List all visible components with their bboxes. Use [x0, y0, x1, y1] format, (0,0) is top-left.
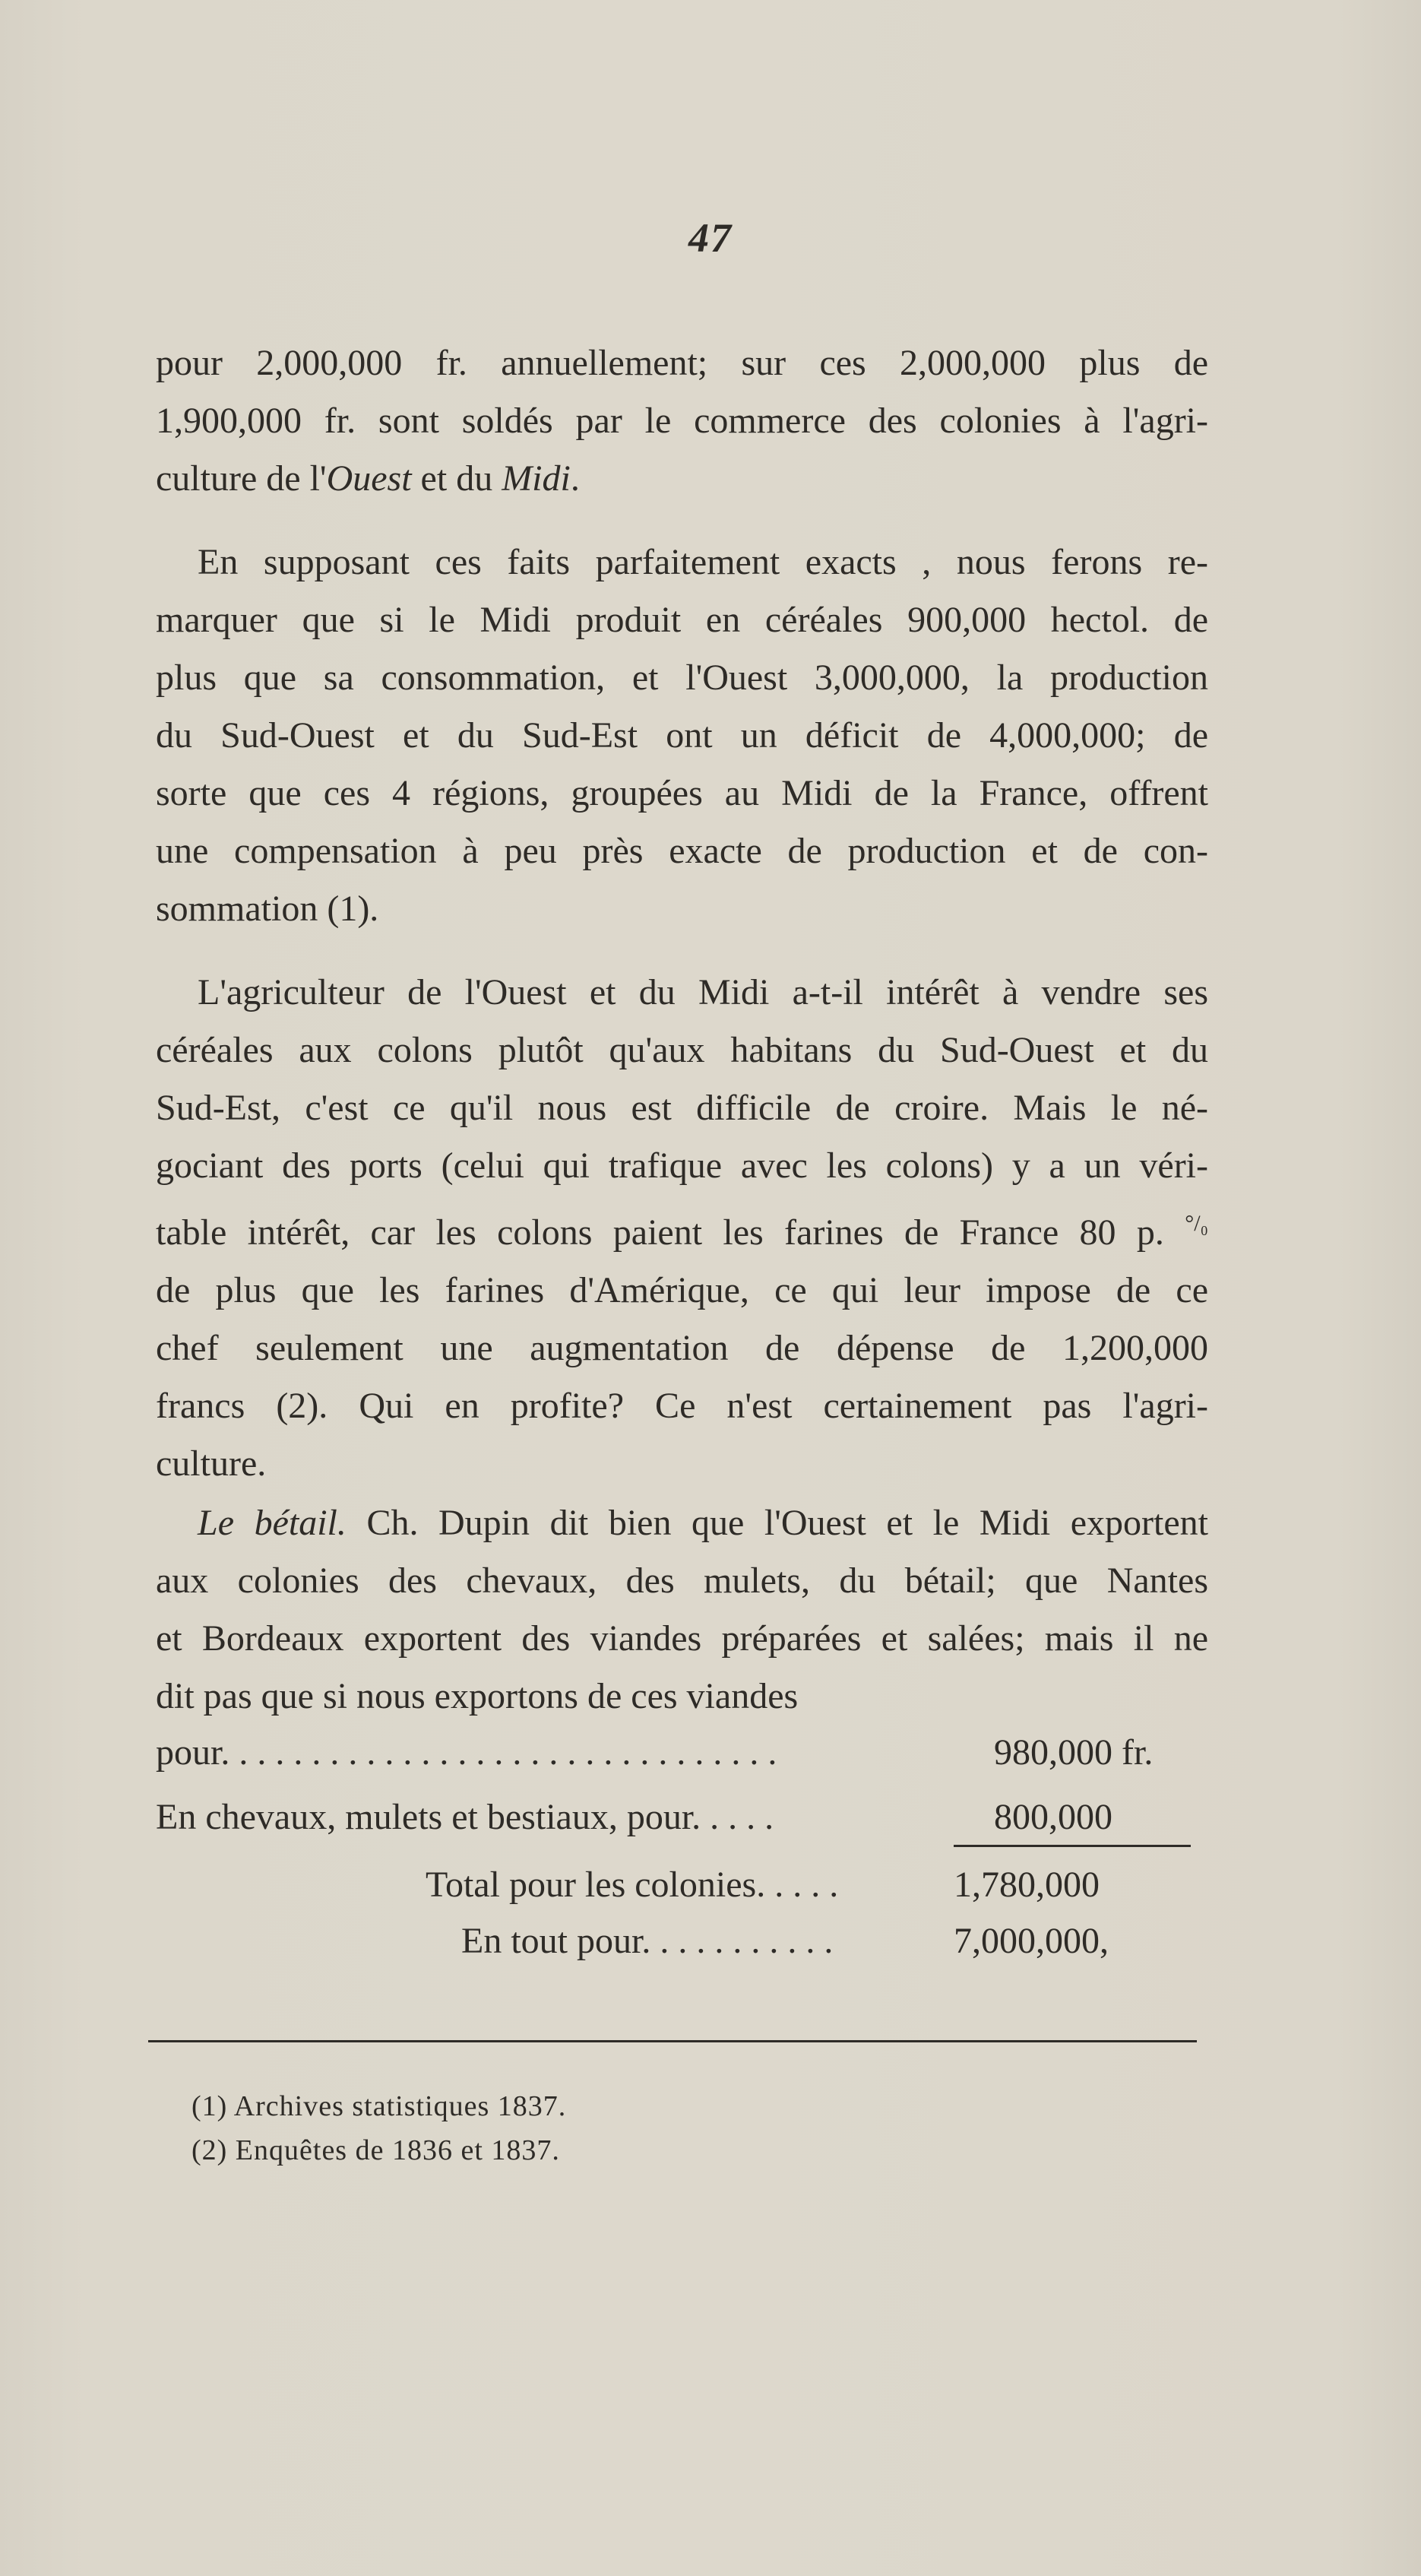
footnote-rule	[148, 2040, 1197, 2042]
text-line: culture.	[156, 1443, 267, 1484]
paragraph-2	[156, 534, 1208, 938]
text-line: et Bordeaux exportent des viandes préparées et salées; mais il ne	[156, 1618, 1208, 1659]
text-run: table intérêt, car les colons paient les farines de France 80 p.	[156, 1212, 1185, 1253]
text-line: marquer que si le Midi produit en céréales 900,000 hectol. de	[156, 600, 1208, 640]
ledger-row-label: En tout pour. . . . . . . . . . .	[461, 1921, 834, 1961]
text-line: 1,900,000 fr. sont soldés par le commerce des colonies à l'agri-	[156, 401, 1208, 441]
text-line: pour 2,000,000 fr. annuellement; sur ces 2,000,000 plus de	[156, 343, 1208, 383]
paragraph-1	[156, 334, 1208, 508]
ledger-row-amount: 980,000 fr.	[994, 1732, 1154, 1773]
ledger-row-label: pour. . . . . . . . . . . . . . . . . . . . . . . . . . . . . . .	[156, 1732, 777, 1773]
text-line	[156, 1494, 1208, 1552]
text-line: gociant des ports (celui qui trafique avec les colons) y a un véri-	[156, 1145, 1208, 1186]
paragraph-3	[156, 964, 1208, 1493]
text-run: culture de l'	[156, 458, 327, 499]
ledger-row-label: En chevaux, mulets et bestiaux, pour. . . . .	[156, 1797, 774, 1837]
text-line	[156, 1195, 1208, 1262]
text-line: sorte que ces 4 régions, groupées au Midi de la France, offrent	[156, 773, 1208, 813]
percent-sign: °/₀	[1185, 1211, 1208, 1236]
ledger-row-label: Total pour les colonies. . . . .	[426, 1865, 839, 1905]
ledger-row-amount: 1,780,000	[954, 1865, 1100, 1905]
text-line: sommation (1).	[156, 889, 379, 929]
text-line: de plus que les farines d'Amérique, ce qui leur impose de ce	[156, 1270, 1208, 1310]
footnote-1: (1) Archives statistiques 1837.	[191, 2090, 567, 2122]
text-line: dit pas que si nous exportons de ces viandes	[156, 1676, 799, 1716]
text-line: L'agriculteur de l'Ouest et du Midi a-t-il intérêt à vendre ses	[198, 972, 1208, 1012]
text-line: céréales aux colons plutôt qu'aux habitans du Sud-Ouest et du	[156, 1030, 1208, 1070]
text-run: Ch. Dupin dit bien que l'Ouest et le Midi exportent	[346, 1503, 1208, 1543]
text-run: et du	[411, 458, 502, 499]
text-line: En supposant ces faits parfaitement exacts , nous ferons re-	[198, 542, 1208, 582]
ledger-row-amount: 7,000,000,	[954, 1921, 1109, 1961]
italic-term-midi: Midi	[502, 458, 571, 499]
text-line: une compensation à peu près exacte de production et de con-	[156, 831, 1208, 871]
paragraph-4	[156, 1494, 1208, 1725]
page-number: 47	[688, 215, 733, 261]
italic-heading-le-betail: Le bétail.	[198, 1503, 347, 1543]
text-line: francs (2). Qui en profite? Ce n'est certainement pas l'agri-	[156, 1386, 1208, 1426]
text-line	[156, 450, 1208, 508]
footnote-2: (2) Enquêtes de 1836 et 1837.	[191, 2134, 560, 2166]
ledger-row-amount: 800,000	[994, 1797, 1112, 1837]
text-line: aux colonies des chevaux, des mulets, du bétail; que Nantes	[156, 1560, 1208, 1601]
text-line: du Sud-Ouest et du Sud-Est ont un déficit de 4,000,000; de	[156, 715, 1208, 756]
text-run: .	[570, 458, 580, 499]
text-line: Sud-Est, c'est ce qu'il nous est difficile de croire. Mais le né-	[156, 1088, 1208, 1128]
text-line: plus que sa consommation, et l'Ouest 3,000,000, la production	[156, 657, 1208, 698]
italic-term-ouest: Ouest	[326, 458, 412, 499]
text-line: chef seulement une augmentation de dépense de 1,200,000	[156, 1328, 1208, 1368]
total-rule	[954, 1845, 1191, 1847]
